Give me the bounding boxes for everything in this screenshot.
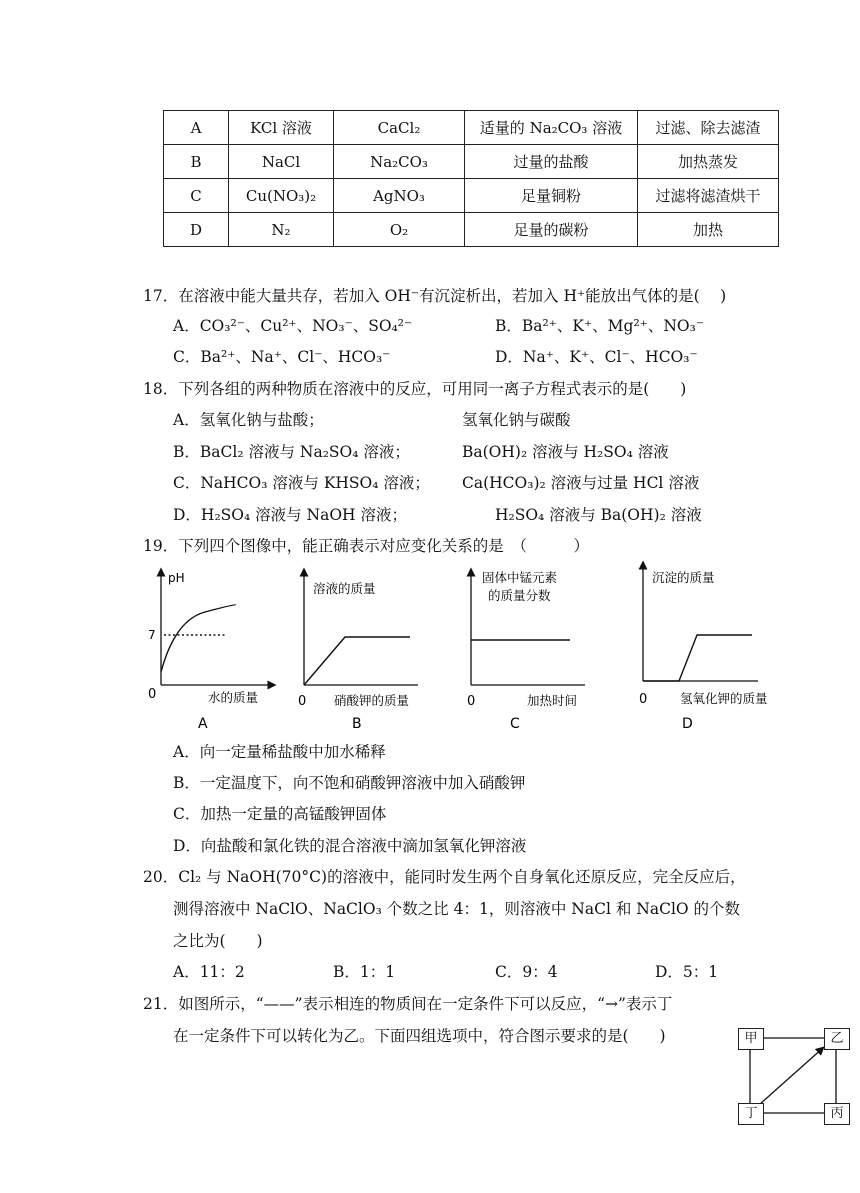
table-cell: 过滤、除去滤渣	[638, 111, 779, 145]
graph-d-caption: D	[682, 716, 693, 732]
q19-option-c: C．加热一定量的高锰酸钾固体	[173, 805, 387, 823]
table-cell: 足量的碳粉	[465, 213, 638, 247]
node-yi: 乙	[824, 1028, 850, 1050]
q20-option-b: B．1：1	[333, 963, 396, 981]
q20-stem-line1: 20．Cl₂ 与 NaOH(70°C)的溶液中，能同时发生两个自身氧化还原反应，完全反应后，	[143, 868, 746, 886]
table-cell: NaCl	[229, 145, 334, 179]
q19-option-a: A．向一定量稀盐酸中加水稀释	[173, 743, 386, 761]
table-cell: 过滤将滤渣烘干	[638, 179, 779, 213]
graph-b-origin: 0	[298, 694, 307, 709]
q19-stem: 19．下列四个图像中，能正确表示对应变化关系的是 （ ）	[143, 537, 589, 555]
graph-c-ylabel-1: 固体中锰元素	[482, 570, 558, 585]
q18-option-a1: A．氢氧化钠与盐酸；	[173, 411, 324, 429]
q17-stem: 17．在溶液中能大量共存，若加入 OH⁻有沉淀析出，若加入 H⁺能放出气体的是( )	[143, 287, 727, 305]
table-row	[164, 179, 779, 213]
graph-b-caption: B	[352, 716, 362, 732]
graph-c-origin: 0	[467, 694, 476, 709]
table-row	[164, 213, 779, 247]
q21-stem-line2: 在一定条件下可以转化为乙。下面四组选项中，符合图示要求的是( )	[173, 1027, 666, 1045]
graph-c-caption: C	[510, 716, 520, 732]
graph-d-ylabel: 沉淀的质量	[652, 570, 715, 585]
graph-d-origin: 0	[639, 692, 648, 707]
table-cell: D	[164, 213, 229, 247]
q20-option-a: A．11：2	[173, 963, 245, 981]
table-row	[164, 111, 779, 145]
table-cell: O₂	[334, 213, 465, 247]
arrow-ding-to-yi	[760, 1047, 824, 1104]
node-jia: 甲	[738, 1028, 764, 1050]
graph-c	[467, 570, 585, 732]
table-row	[164, 145, 779, 179]
table-cell: Cu(NO₃)₂	[229, 179, 334, 213]
table-cell: Na₂CO₃	[334, 145, 465, 179]
q20-stem-line2: 测得溶液中 NaClO、NaClO₃ 个数之比 4：1，则溶液中 NaCl 和 NaClO 的个数	[173, 900, 741, 918]
reagent-table	[163, 110, 779, 247]
graph-c-xlabel: 加热时间	[527, 693, 578, 708]
q20-stem-line3: 之比为( )	[173, 932, 263, 950]
table-cell: 适量的 Na₂CO₃ 溶液	[465, 111, 638, 145]
node-ding: 丁	[738, 1103, 764, 1125]
q19-graphs	[0, 560, 860, 740]
graph-d	[639, 565, 768, 732]
table-cell: KCl 溶液	[229, 111, 334, 145]
q18-option-c1: C．NaHCO₃ 溶液与 KHSO₄ 溶液；	[173, 474, 430, 492]
q19-option-d: D．向盐酸和氯化铁的混合溶液中滴加氢氧化钾溶液	[173, 837, 527, 855]
graph-b	[298, 572, 418, 732]
q18-option-a2: 氢氧化钠与碳酸	[462, 411, 571, 429]
q18-stem: 18．下列各组的两种物质在溶液中的反应，可用同一离子方程式表示的是( )	[143, 380, 687, 398]
graph-a	[148, 571, 272, 732]
table-cell: 足量铜粉	[465, 179, 638, 213]
graph-a-curve	[161, 605, 236, 672]
graph-b-ylabel: 溶液的质量	[313, 581, 376, 596]
graph-a-caption: A	[198, 716, 208, 732]
q19-option-b: B．一定温度下，向不饱和硝酸钾溶液中加入硝酸钾	[173, 774, 526, 792]
graph-a-origin: 0	[148, 687, 157, 702]
q18-option-b2: Ba(OH)₂ 溶液与 H₂SO₄ 溶液	[462, 443, 669, 461]
graph-c-ylabel-2: 的质量分数	[488, 588, 551, 603]
table-cell: 加热	[638, 213, 779, 247]
table-cell: 加热蒸发	[638, 145, 779, 179]
q17-option-a: A．CO₃²⁻、Cu²⁺、NO₃⁻、SO₄²⁻	[173, 317, 413, 335]
q20-option-c: C．9：4	[495, 963, 558, 981]
table-cell: CaCl₂	[334, 111, 465, 145]
table-cell: AgNO₃	[334, 179, 465, 213]
table-cell: B	[164, 145, 229, 179]
graph-b-xlabel: 硝酸钾的质量	[334, 693, 410, 708]
graph-a-xlabel: 水的质量	[208, 690, 259, 705]
graph-a-ylabel: pH	[168, 571, 185, 585]
q18-option-b1: B．BaCl₂ 溶液与 Na₂SO₄ 溶液；	[173, 443, 410, 461]
graph-a-mark-7: 7	[148, 628, 156, 642]
q20-option-d: D．5：1	[655, 963, 719, 981]
q18-option-d2: H₂SO₄ 溶液与 Ba(OH)₂ 溶液	[495, 506, 702, 524]
table-cell: 过量的盐酸	[465, 145, 638, 179]
graph-b-line	[304, 637, 410, 685]
q21-stem-line1: 21．如图所示，“——”表示相连的物质间在一定条件下可以反应，“→”表示丁	[143, 995, 673, 1013]
table-cell: A	[164, 111, 229, 145]
q17-option-c: C．Ba²⁺、Na⁺、Cl⁻、HCO₃⁻	[173, 348, 391, 366]
graph-d-xlabel: 氢氧化钾的质量	[680, 691, 768, 706]
table-cell: C	[164, 179, 229, 213]
q18-option-d1: D．H₂SO₄ 溶液与 NaOH 溶液；	[173, 506, 408, 524]
graph-d-line	[643, 635, 752, 681]
node-bing: 丙	[824, 1103, 850, 1125]
q17-option-b: B．Ba²⁺、K⁺、Mg²⁺、NO₃⁻	[495, 317, 705, 335]
q18-option-c2: Ca(HCO₃)₂ 溶液与过量 HCl 溶液	[462, 474, 700, 492]
table-cell: N₂	[229, 213, 334, 247]
q17-option-d: D．Na⁺、K⁺、Cl⁻、HCO₃⁻	[495, 348, 698, 366]
